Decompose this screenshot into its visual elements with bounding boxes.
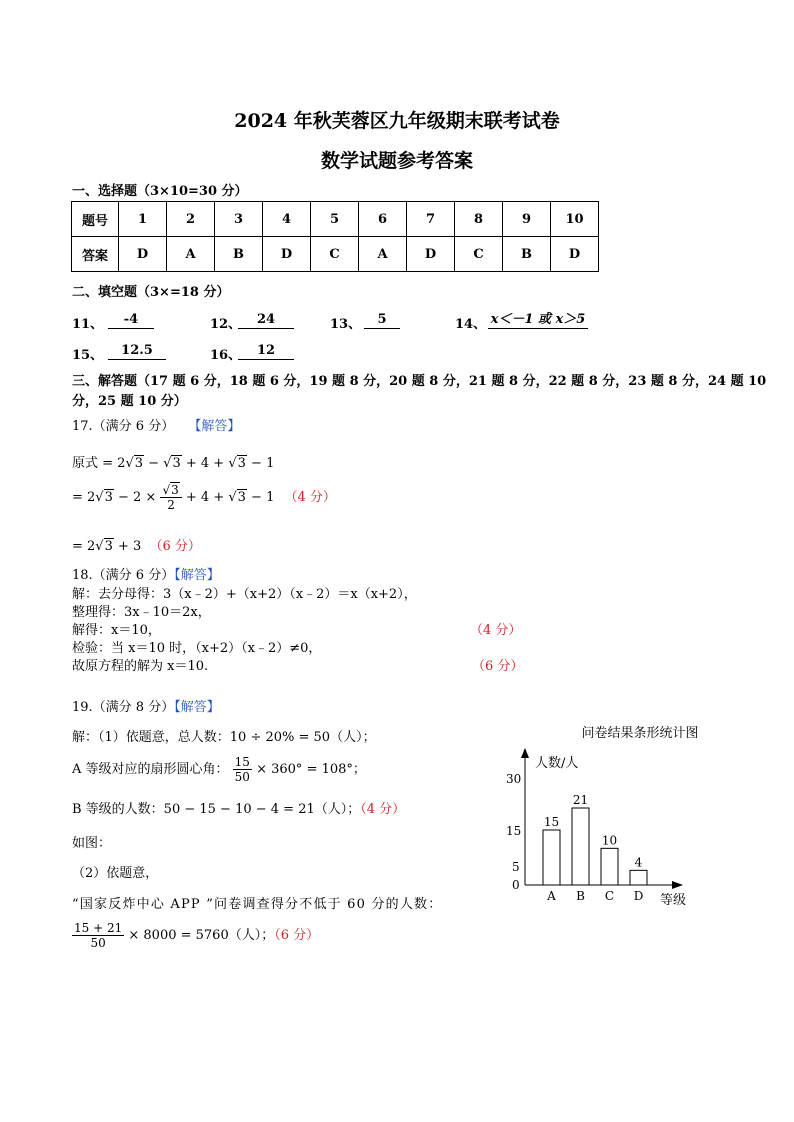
fill-answer: x＜－1 或 x＞5	[488, 312, 588, 329]
bar-value-label: 15	[543, 815, 560, 829]
table-cell: 4	[263, 202, 311, 237]
row-label: 答案	[72, 237, 119, 272]
q17-score1: （4 分）	[284, 490, 336, 505]
table-cell: 3	[215, 202, 263, 237]
table-cell: D	[263, 237, 311, 272]
table-cell: D	[119, 237, 167, 272]
q18-line: 检验：当 x＝10 时，（x+2）（x﹣2）≠0，	[72, 641, 322, 656]
q18-score2: （6 分）	[472, 659, 524, 674]
fill-answer: -4	[108, 312, 154, 329]
bar-value-label: 4	[634, 855, 643, 870]
q17-prefix: 原式	[72, 456, 99, 471]
q17-score2: （6 分）	[149, 539, 201, 554]
q18-title: 18.（满分 6 分）	[72, 568, 175, 583]
q19-tag: 【解答】	[174, 700, 220, 715]
fill-answer: 24	[238, 312, 294, 329]
section3-heading-cont: 分，25 题 10 分）	[72, 394, 187, 409]
x-axis-arrow	[672, 881, 683, 889]
q19-header	[72, 696, 220, 715]
q19-line3	[72, 798, 405, 817]
answer-table	[71, 201, 599, 272]
q17-title: 17.（满分 6 分）	[72, 419, 175, 434]
q18-line: 故原方程的解为 x＝10.	[72, 659, 209, 674]
table-cell: 1	[119, 202, 167, 237]
fill-answer: 12.5	[108, 343, 166, 360]
x-tick-label: B	[576, 889, 585, 903]
q19-line2-prefix: A 等级对应的扇形圆心角：	[72, 762, 229, 777]
table-cell: B	[215, 237, 263, 272]
page-title: 2024 年秋芙蓉区九年级期末联考试卷	[234, 110, 560, 132]
y-tick-label: 5	[512, 860, 520, 874]
fill-label: 13、	[330, 317, 362, 332]
bar-chart	[490, 720, 730, 920]
y-axis-arrow	[521, 748, 529, 758]
bar-value-label: 10	[601, 833, 618, 848]
fill-label: 14、	[455, 317, 487, 332]
q18-line: 解得：x＝10，	[72, 623, 161, 638]
fill-label: 16、	[210, 348, 242, 363]
q19-line1: 解：（1）依题意，总人数：10 ÷ 20% = 50（人）；	[72, 730, 376, 745]
q19-line4: 如图：	[72, 836, 112, 851]
table-cell: D	[551, 237, 599, 272]
q17-header	[72, 415, 240, 434]
q18-tag: 【解答】	[174, 568, 220, 583]
table-cell: 2	[167, 202, 215, 237]
table-cell: 6	[359, 202, 407, 237]
bar-B	[572, 808, 589, 885]
fill-label: 11、	[72, 317, 104, 332]
q18-line: 解：去分母得：3（x﹣2）+（x+2）（x﹣2）＝x（x+2），	[72, 587, 417, 602]
q19-line2	[72, 755, 366, 784]
fraction: $\frac{15}{50}$	[234, 755, 250, 784]
y-tick-label: 30	[506, 772, 522, 786]
bar-D	[630, 870, 647, 885]
table-cell: A	[167, 237, 215, 272]
q19-line6: “国家反炸中心 APP ”问卷调查得分不低于 60 分的人数：	[72, 897, 443, 912]
y-tick-label: 15	[506, 824, 522, 838]
section2-heading: 二、填空题（3×=18 分）	[72, 285, 230, 300]
q18-header	[72, 564, 220, 583]
table-cell: A	[359, 237, 407, 272]
section1-heading: 一、选择题（3×10=30 分）	[72, 184, 248, 199]
bar-A	[543, 830, 560, 885]
q19-line3-score: （4 分）	[360, 802, 406, 817]
table-cell: 10	[551, 202, 599, 237]
x-tick-label: A	[547, 889, 556, 903]
page-subtitle: 数学试题参考答案	[320, 150, 473, 172]
q17-line1: 原式 = 2√3 − √3 + 4 + √3 − 1	[72, 456, 275, 471]
chart-title: 问卷结果条形统计图	[581, 726, 699, 741]
q19-title: 19.（满分 8 分）	[72, 700, 175, 715]
fill-label: 12、	[210, 317, 242, 332]
q17-line3: = 2√3 + 3 （6 分）	[72, 539, 201, 554]
fraction: $\frac{15 + 21}{50}$	[74, 921, 123, 950]
y-tick-label: 0	[512, 878, 520, 892]
q19-line7	[72, 921, 319, 950]
q19-line7-suffix: × 8000 = 5760（人）；	[128, 928, 275, 943]
table-cell: 8	[455, 202, 503, 237]
x-tick-label: D	[633, 889, 644, 903]
bar-value-label: 21	[572, 793, 589, 807]
table-cell: B	[503, 237, 551, 272]
table-cell: 9	[503, 202, 551, 237]
x-axis-label: 等级	[660, 893, 687, 908]
fraction: $\frac{√3}{2}$	[160, 483, 181, 512]
fill-answer: 5	[364, 312, 400, 329]
q19-line2-suffix: × 360° = 108°；	[256, 762, 366, 777]
table-cell: 7	[407, 202, 455, 237]
table-cell: 5	[311, 202, 359, 237]
section3-heading: 三、解答题（17 题 6 分，18 题 6 分，19 题 8 分，20 题 8 分，21 题 8 分，22 题 8 分，23 题 8 分，24 题 10	[72, 374, 767, 389]
q17-line2: = 2√3 − 2 × $\frac{√3}{2}$ + 4 + √3 − 1 （4 分）	[72, 483, 336, 512]
row-label: 题号	[72, 202, 119, 237]
fill-answer: 12	[238, 343, 294, 360]
table-cell: C	[455, 237, 503, 272]
table-row-numbers	[72, 202, 599, 237]
q17-tag: 【解答】	[188, 419, 241, 434]
table-cell: C	[311, 237, 359, 272]
q19-line5: （2）依题意，	[72, 866, 159, 881]
q18-score1: （4 分）	[470, 623, 522, 638]
fill-label: 15、	[72, 348, 104, 363]
y-axis-label: 人数/人	[535, 756, 579, 771]
table-row-answers	[72, 237, 599, 272]
q19-line7-score: （6 分）	[274, 928, 320, 943]
bar-C	[601, 848, 618, 885]
q18-line: 整理得：3x﹣10＝2x，	[72, 605, 211, 620]
x-tick-label: C	[604, 889, 615, 903]
q19-line3-text: B 等级的人数：50 − 15 − 10 − 4 = 21（人）；	[72, 802, 361, 817]
table-cell: D	[407, 237, 455, 272]
